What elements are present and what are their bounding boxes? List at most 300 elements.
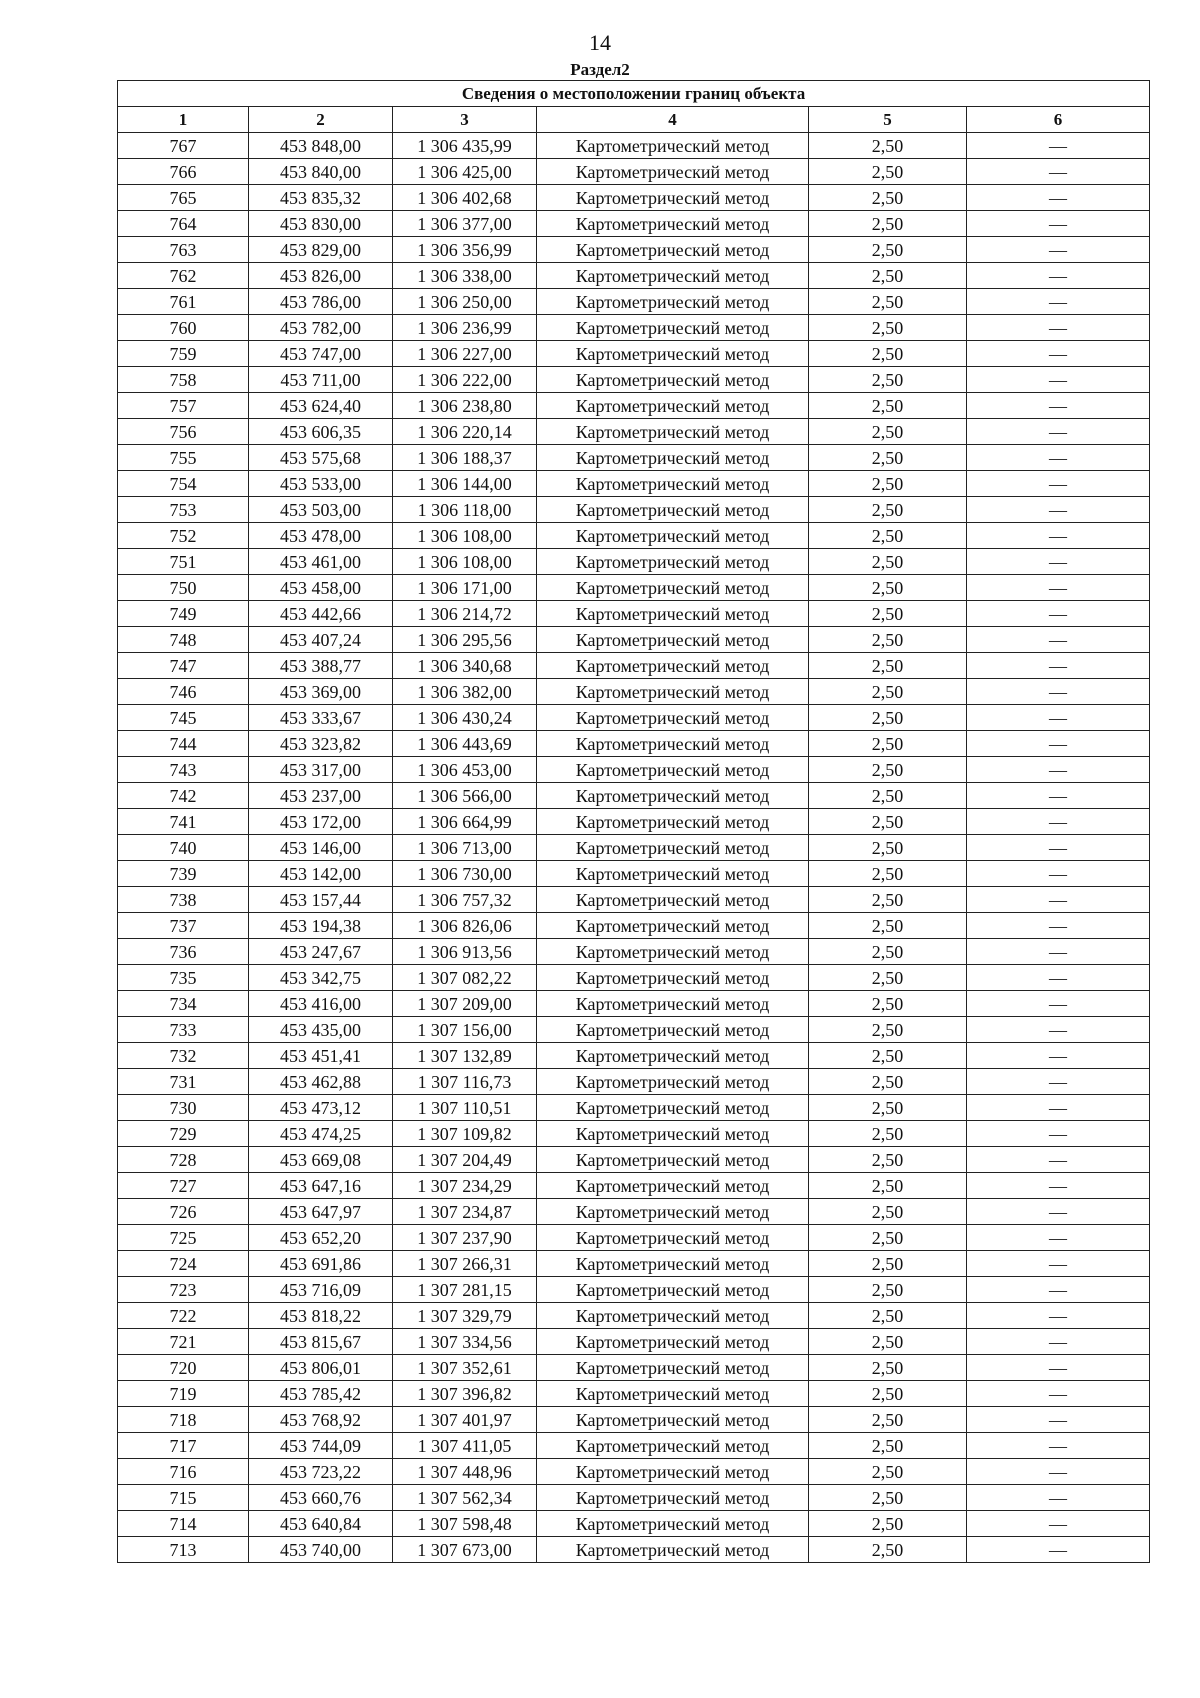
accuracy-cell: 2,50 [809, 731, 967, 757]
table-row [118, 419, 1150, 445]
y-coordinate-cell: 1 306 144,00 [393, 471, 537, 497]
y-coordinate-cell: 1 307 281,15 [393, 1277, 537, 1303]
table-row [118, 731, 1150, 757]
accuracy-cell: 2,50 [809, 575, 967, 601]
x-coordinate-cell: 453 435,00 [249, 1017, 393, 1043]
table-row [118, 471, 1150, 497]
accuracy-cell: 2,50 [809, 757, 967, 783]
accuracy-cell: 2,50 [809, 939, 967, 965]
description-cell: — [967, 1511, 1150, 1537]
method-cell: Картометрический метод [537, 991, 809, 1017]
accuracy-cell: 2,50 [809, 367, 967, 393]
table-row [118, 757, 1150, 783]
table-row [118, 1303, 1150, 1329]
accuracy-cell: 2,50 [809, 1069, 967, 1095]
description-cell: — [967, 185, 1150, 211]
accuracy-cell: 2,50 [809, 341, 967, 367]
description-cell: — [967, 731, 1150, 757]
x-coordinate-cell: 453 172,00 [249, 809, 393, 835]
description-cell: — [967, 1251, 1150, 1277]
description-cell: — [967, 237, 1150, 263]
page-number: 14 [589, 30, 611, 55]
description-cell: — [967, 627, 1150, 653]
y-coordinate-cell: 1 306 913,56 [393, 939, 537, 965]
method-cell: Картометрический метод [537, 419, 809, 445]
y-coordinate-cell: 1 306 220,14 [393, 419, 537, 445]
table-row [118, 705, 1150, 731]
x-coordinate-cell: 453 818,22 [249, 1303, 393, 1329]
table-row [118, 809, 1150, 835]
description-cell: — [967, 1303, 1150, 1329]
point-number-cell: 738 [118, 887, 249, 913]
table-body [118, 133, 1150, 1563]
table-row [118, 939, 1150, 965]
description-cell: — [967, 1381, 1150, 1407]
y-coordinate-cell: 1 307 266,31 [393, 1251, 537, 1277]
accuracy-cell: 2,50 [809, 627, 967, 653]
table-row [118, 1095, 1150, 1121]
accuracy-cell: 2,50 [809, 159, 967, 185]
x-coordinate-cell: 453 652,20 [249, 1225, 393, 1251]
description-cell: — [967, 1043, 1150, 1069]
table-caption: Сведения о местоположении границ объекта [118, 81, 1150, 107]
x-coordinate-cell: 453 342,75 [249, 965, 393, 991]
table-row [118, 1355, 1150, 1381]
column-header: 3 [393, 107, 537, 133]
point-number-cell: 735 [118, 965, 249, 991]
y-coordinate-cell: 1 307 448,96 [393, 1459, 537, 1485]
description-cell: — [967, 1199, 1150, 1225]
x-coordinate-cell: 453 840,00 [249, 159, 393, 185]
description-cell: — [967, 1355, 1150, 1381]
accuracy-cell: 2,50 [809, 445, 967, 471]
x-coordinate-cell: 453 815,67 [249, 1329, 393, 1355]
method-cell: Картометрический метод [537, 1355, 809, 1381]
description-cell: — [967, 471, 1150, 497]
y-coordinate-cell: 1 306 730,00 [393, 861, 537, 887]
description-cell: — [967, 1017, 1150, 1043]
table-row [118, 1199, 1150, 1225]
table-row [118, 575, 1150, 601]
x-coordinate-cell: 453 157,44 [249, 887, 393, 913]
description-cell: — [967, 263, 1150, 289]
method-cell: Картометрический метод [537, 809, 809, 835]
accuracy-cell: 2,50 [809, 783, 967, 809]
description-cell: — [967, 393, 1150, 419]
y-coordinate-cell: 1 307 082,22 [393, 965, 537, 991]
table-row [118, 627, 1150, 653]
column-header: 5 [809, 107, 967, 133]
accuracy-cell: 2,50 [809, 1485, 967, 1511]
table-row [118, 315, 1150, 341]
x-coordinate-cell: 453 647,16 [249, 1173, 393, 1199]
point-number-cell: 755 [118, 445, 249, 471]
point-number-cell: 740 [118, 835, 249, 861]
description-cell: — [967, 1407, 1150, 1433]
point-number-cell: 763 [118, 237, 249, 263]
method-cell: Картометрический метод [537, 549, 809, 575]
point-number-cell: 766 [118, 159, 249, 185]
point-number-cell: 743 [118, 757, 249, 783]
y-coordinate-cell: 1 306 222,00 [393, 367, 537, 393]
table-row [118, 887, 1150, 913]
point-number-cell: 721 [118, 1329, 249, 1355]
description-cell: — [967, 601, 1150, 627]
point-number-cell: 723 [118, 1277, 249, 1303]
point-number-cell: 731 [118, 1069, 249, 1095]
description-cell: — [967, 133, 1150, 159]
x-coordinate-cell: 453 624,40 [249, 393, 393, 419]
y-coordinate-cell: 1 306 453,00 [393, 757, 537, 783]
point-number-cell: 762 [118, 263, 249, 289]
boundary-table [117, 80, 1150, 1563]
description-cell: — [967, 445, 1150, 471]
point-number-cell: 764 [118, 211, 249, 237]
accuracy-cell: 2,50 [809, 1173, 967, 1199]
description-cell: — [967, 653, 1150, 679]
point-number-cell: 747 [118, 653, 249, 679]
method-cell: Картометрический метод [537, 783, 809, 809]
method-cell: Картометрический метод [537, 1095, 809, 1121]
x-coordinate-cell: 453 660,76 [249, 1485, 393, 1511]
accuracy-cell: 2,50 [809, 601, 967, 627]
point-number-cell: 733 [118, 1017, 249, 1043]
table-row [118, 1121, 1150, 1147]
method-cell: Картометрический метод [537, 1329, 809, 1355]
table-row [118, 1043, 1150, 1069]
y-coordinate-cell: 1 306 188,37 [393, 445, 537, 471]
y-coordinate-cell: 1 306 238,80 [393, 393, 537, 419]
accuracy-cell: 2,50 [809, 1017, 967, 1043]
point-number-cell: 758 [118, 367, 249, 393]
description-cell: — [967, 783, 1150, 809]
x-coordinate-cell: 453 740,00 [249, 1537, 393, 1563]
method-cell: Картометрический метод [537, 471, 809, 497]
accuracy-cell: 2,50 [809, 861, 967, 887]
x-coordinate-cell: 453 830,00 [249, 211, 393, 237]
accuracy-cell: 2,50 [809, 1095, 967, 1121]
y-coordinate-cell: 1 307 234,29 [393, 1173, 537, 1199]
x-coordinate-cell: 453 478,00 [249, 523, 393, 549]
method-cell: Картометрический метод [537, 133, 809, 159]
point-number-cell: 714 [118, 1511, 249, 1537]
y-coordinate-cell: 1 306 214,72 [393, 601, 537, 627]
accuracy-cell: 2,50 [809, 1407, 967, 1433]
accuracy-cell: 2,50 [809, 679, 967, 705]
y-coordinate-cell: 1 307 334,56 [393, 1329, 537, 1355]
method-cell: Картометрический метод [537, 731, 809, 757]
method-cell: Картометрический метод [537, 1121, 809, 1147]
y-coordinate-cell: 1 307 237,90 [393, 1225, 537, 1251]
point-number-cell: 739 [118, 861, 249, 887]
accuracy-cell: 2,50 [809, 913, 967, 939]
table-row [118, 1277, 1150, 1303]
x-coordinate-cell: 453 442,66 [249, 601, 393, 627]
description-cell: — [967, 887, 1150, 913]
description-cell: — [967, 211, 1150, 237]
table-row [118, 1381, 1150, 1407]
y-coordinate-cell: 1 307 110,51 [393, 1095, 537, 1121]
table-row [118, 1225, 1150, 1251]
accuracy-cell: 2,50 [809, 1381, 967, 1407]
point-number-cell: 759 [118, 341, 249, 367]
method-cell: Картометрический метод [537, 653, 809, 679]
accuracy-cell: 2,50 [809, 1355, 967, 1381]
point-number-cell: 730 [118, 1095, 249, 1121]
method-cell: Картометрический метод [537, 913, 809, 939]
method-cell: Картометрический метод [537, 263, 809, 289]
description-cell: — [967, 991, 1150, 1017]
description-cell: — [967, 575, 1150, 601]
point-number-cell: 726 [118, 1199, 249, 1225]
method-cell: Картометрический метод [537, 523, 809, 549]
method-cell: Картометрический метод [537, 1043, 809, 1069]
description-cell: — [967, 315, 1150, 341]
accuracy-cell: 2,50 [809, 549, 967, 575]
description-cell: — [967, 1225, 1150, 1251]
accuracy-cell: 2,50 [809, 237, 967, 263]
accuracy-cell: 2,50 [809, 211, 967, 237]
description-cell: — [967, 341, 1150, 367]
x-coordinate-cell: 453 194,38 [249, 913, 393, 939]
method-cell: Картометрический метод [537, 575, 809, 601]
method-cell: Картометрический метод [537, 445, 809, 471]
description-cell: — [967, 1485, 1150, 1511]
point-number-cell: 748 [118, 627, 249, 653]
y-coordinate-cell: 1 306 340,68 [393, 653, 537, 679]
point-number-cell: 715 [118, 1485, 249, 1511]
method-cell: Картометрический метод [537, 1069, 809, 1095]
point-number-cell: 744 [118, 731, 249, 757]
description-cell: — [967, 1537, 1150, 1563]
x-coordinate-cell: 453 835,32 [249, 185, 393, 211]
x-coordinate-cell: 453 711,00 [249, 367, 393, 393]
description-cell: — [967, 497, 1150, 523]
method-cell: Картометрический метод [537, 1173, 809, 1199]
accuracy-cell: 2,50 [809, 1303, 967, 1329]
description-cell: — [967, 289, 1150, 315]
y-coordinate-cell: 1 306 236,99 [393, 315, 537, 341]
table-row [118, 991, 1150, 1017]
x-coordinate-cell: 453 782,00 [249, 315, 393, 341]
x-coordinate-cell: 453 146,00 [249, 835, 393, 861]
description-cell: — [967, 159, 1150, 185]
x-coordinate-cell: 453 829,00 [249, 237, 393, 263]
column-header-row [118, 107, 1150, 133]
point-number-cell: 729 [118, 1121, 249, 1147]
description-cell: — [967, 1329, 1150, 1355]
table-row [118, 601, 1150, 627]
point-number-cell: 753 [118, 497, 249, 523]
y-coordinate-cell: 1 306 430,24 [393, 705, 537, 731]
x-coordinate-cell: 453 647,97 [249, 1199, 393, 1225]
method-cell: Картометрический метод [537, 185, 809, 211]
accuracy-cell: 2,50 [809, 1147, 967, 1173]
table-row [118, 1147, 1150, 1173]
accuracy-cell: 2,50 [809, 1537, 967, 1563]
point-number-cell: 718 [118, 1407, 249, 1433]
table-row [118, 393, 1150, 419]
accuracy-cell: 2,50 [809, 705, 967, 731]
point-number-cell: 757 [118, 393, 249, 419]
table-row [118, 1251, 1150, 1277]
y-coordinate-cell: 1 307 156,00 [393, 1017, 537, 1043]
description-cell: — [967, 1433, 1150, 1459]
x-coordinate-cell: 453 237,00 [249, 783, 393, 809]
table-row [118, 653, 1150, 679]
point-number-cell: 760 [118, 315, 249, 341]
method-cell: Картометрический метод [537, 939, 809, 965]
x-coordinate-cell: 453 669,08 [249, 1147, 393, 1173]
description-cell: — [967, 861, 1150, 887]
point-number-cell: 737 [118, 913, 249, 939]
point-number-cell: 719 [118, 1381, 249, 1407]
point-number-cell: 713 [118, 1537, 249, 1563]
method-cell: Картометрический метод [537, 497, 809, 523]
y-coordinate-cell: 1 306 425,00 [393, 159, 537, 185]
description-cell: — [967, 1069, 1150, 1095]
y-coordinate-cell: 1 307 562,34 [393, 1485, 537, 1511]
table-row [118, 133, 1150, 159]
description-cell: — [967, 1095, 1150, 1121]
point-number-cell: 765 [118, 185, 249, 211]
table-row [118, 1017, 1150, 1043]
table-row [118, 1485, 1150, 1511]
point-number-cell: 722 [118, 1303, 249, 1329]
accuracy-cell: 2,50 [809, 991, 967, 1017]
method-cell: Картометрический метод [537, 211, 809, 237]
point-number-cell: 741 [118, 809, 249, 835]
y-coordinate-cell: 1 307 132,89 [393, 1043, 537, 1069]
y-coordinate-cell: 1 306 826,06 [393, 913, 537, 939]
accuracy-cell: 2,50 [809, 315, 967, 341]
table-row [118, 1407, 1150, 1433]
method-cell: Картометрический метод [537, 757, 809, 783]
method-cell: Картометрический метод [537, 627, 809, 653]
method-cell: Картометрический метод [537, 289, 809, 315]
accuracy-cell: 2,50 [809, 263, 967, 289]
description-cell: — [967, 367, 1150, 393]
table-row [118, 549, 1150, 575]
accuracy-cell: 2,50 [809, 1121, 967, 1147]
method-cell: Картометрический метод [537, 1303, 809, 1329]
description-cell: — [967, 705, 1150, 731]
y-coordinate-cell: 1 307 598,48 [393, 1511, 537, 1537]
x-coordinate-cell: 453 575,68 [249, 445, 393, 471]
y-coordinate-cell: 1 306 713,00 [393, 835, 537, 861]
accuracy-cell: 2,50 [809, 1043, 967, 1069]
x-coordinate-cell: 453 474,25 [249, 1121, 393, 1147]
y-coordinate-cell: 1 306 338,00 [393, 263, 537, 289]
x-coordinate-cell: 453 451,41 [249, 1043, 393, 1069]
method-cell: Картометрический метод [537, 159, 809, 185]
method-cell: Картометрический метод [537, 1225, 809, 1251]
x-coordinate-cell: 453 369,00 [249, 679, 393, 705]
description-cell: — [967, 939, 1150, 965]
x-coordinate-cell: 453 785,42 [249, 1381, 393, 1407]
point-number-cell: 746 [118, 679, 249, 705]
y-coordinate-cell: 1 306 566,00 [393, 783, 537, 809]
accuracy-cell: 2,50 [809, 1251, 967, 1277]
point-number-cell: 724 [118, 1251, 249, 1277]
point-number-cell: 732 [118, 1043, 249, 1069]
description-cell: — [967, 913, 1150, 939]
y-coordinate-cell: 1 306 227,00 [393, 341, 537, 367]
point-number-cell: 725 [118, 1225, 249, 1251]
accuracy-cell: 2,50 [809, 1329, 967, 1355]
accuracy-cell: 2,50 [809, 653, 967, 679]
x-coordinate-cell: 453 317,00 [249, 757, 393, 783]
x-coordinate-cell: 453 142,00 [249, 861, 393, 887]
accuracy-cell: 2,50 [809, 1277, 967, 1303]
point-number-cell: 754 [118, 471, 249, 497]
y-coordinate-cell: 1 306 382,00 [393, 679, 537, 705]
y-coordinate-cell: 1 306 435,99 [393, 133, 537, 159]
point-number-cell: 750 [118, 575, 249, 601]
table-row [118, 1537, 1150, 1563]
point-number-cell: 761 [118, 289, 249, 315]
y-coordinate-cell: 1 307 109,82 [393, 1121, 537, 1147]
y-coordinate-cell: 1 307 352,61 [393, 1355, 537, 1381]
accuracy-cell: 2,50 [809, 471, 967, 497]
table-row [118, 185, 1150, 211]
x-coordinate-cell: 453 806,01 [249, 1355, 393, 1381]
section-title: Раздел2 [570, 60, 630, 79]
point-number-cell: 734 [118, 991, 249, 1017]
y-coordinate-cell: 1 307 401,97 [393, 1407, 537, 1433]
x-coordinate-cell: 453 640,84 [249, 1511, 393, 1537]
table-row [118, 341, 1150, 367]
method-cell: Картометрический метод [537, 861, 809, 887]
column-header: 2 [249, 107, 393, 133]
x-coordinate-cell: 453 768,92 [249, 1407, 393, 1433]
table-row [118, 1433, 1150, 1459]
point-number-cell: 717 [118, 1433, 249, 1459]
table-row [118, 211, 1150, 237]
table-row [118, 679, 1150, 705]
method-cell: Картометрический метод [537, 1485, 809, 1511]
method-cell: Картометрический метод [537, 341, 809, 367]
method-cell: Картометрический метод [537, 1511, 809, 1537]
x-coordinate-cell: 453 723,22 [249, 1459, 393, 1485]
description-cell: — [967, 1459, 1150, 1485]
method-cell: Картометрический метод [537, 393, 809, 419]
description-cell: — [967, 1277, 1150, 1303]
table-row [118, 1459, 1150, 1485]
x-coordinate-cell: 453 606,35 [249, 419, 393, 445]
description-cell: — [967, 809, 1150, 835]
accuracy-cell: 2,50 [809, 809, 967, 835]
description-cell: — [967, 523, 1150, 549]
x-coordinate-cell: 453 323,82 [249, 731, 393, 757]
table-row [118, 835, 1150, 861]
table-row [118, 913, 1150, 939]
accuracy-cell: 2,50 [809, 419, 967, 445]
table-row [118, 965, 1150, 991]
method-cell: Картометрический метод [537, 601, 809, 627]
method-cell: Картометрический метод [537, 1537, 809, 1563]
table-row [118, 237, 1150, 263]
method-cell: Картометрический метод [537, 1147, 809, 1173]
method-cell: Картометрический метод [537, 1251, 809, 1277]
x-coordinate-cell: 453 716,09 [249, 1277, 393, 1303]
x-coordinate-cell: 453 848,00 [249, 133, 393, 159]
x-coordinate-cell: 453 247,67 [249, 939, 393, 965]
x-coordinate-cell: 453 333,67 [249, 705, 393, 731]
table-row [118, 367, 1150, 393]
accuracy-cell: 2,50 [809, 1459, 967, 1485]
y-coordinate-cell: 1 306 664,99 [393, 809, 537, 835]
